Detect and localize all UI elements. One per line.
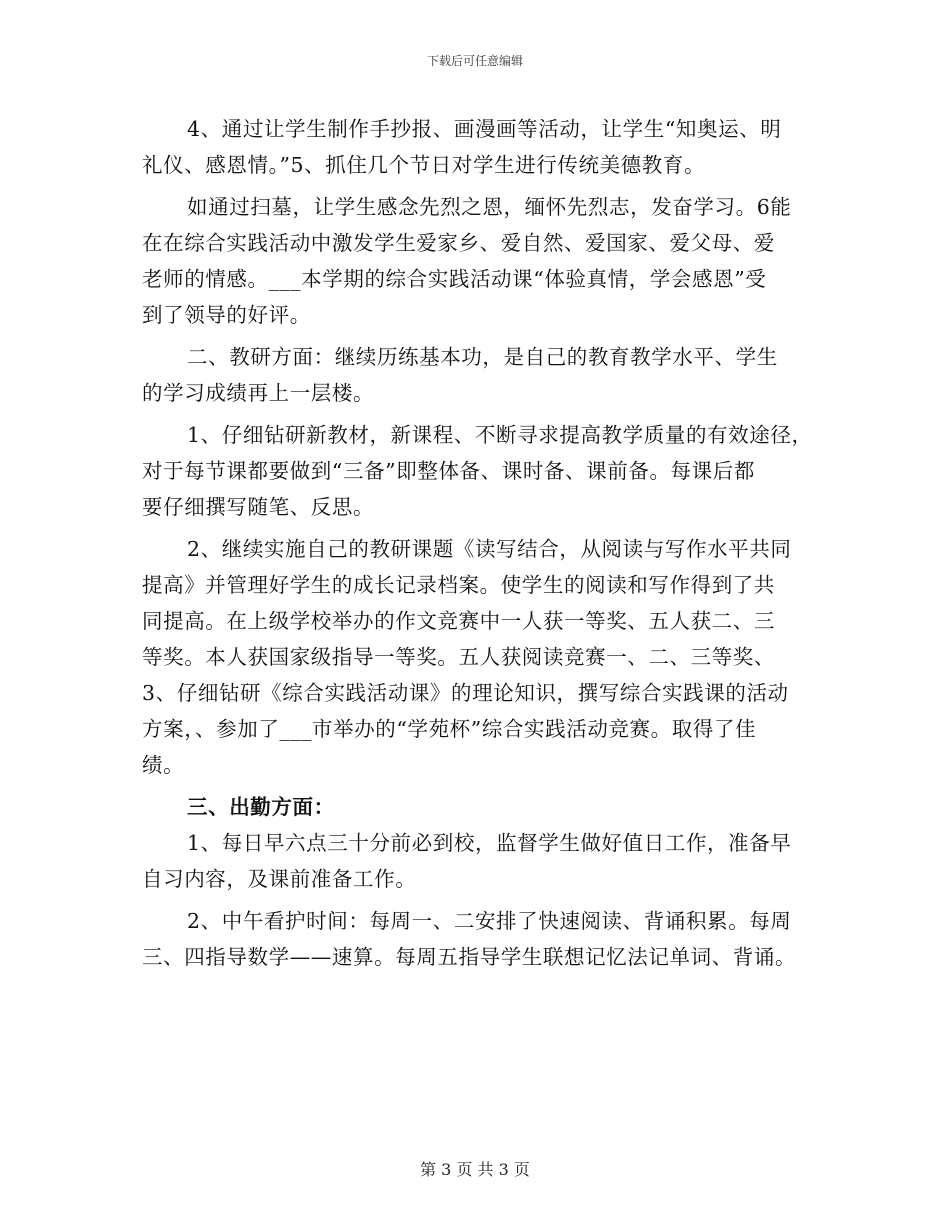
document-body	[142, 111, 812, 975]
text-line: 在在综合实践活动中激发学生爱家乡、爱自然、爱国家、爱父母、爱	[142, 231, 775, 255]
text-line: 绩。	[142, 753, 185, 777]
text-line: 如通过扫墓，让学生感念先烈之恩，缅怀先烈志，发奋学习。6能	[187, 195, 792, 219]
section-heading-research: 二、教研方面：继续历练基本功，是自己的教育教学水平、学生	[187, 345, 778, 369]
text-line: 老师的情感。___本学期的综合实践活动课“体验真情，学会感恩”受	[142, 267, 767, 291]
text-line: 同提高。在上级学校举办的作文竞赛中一人获一等奖、五人获二、三	[142, 609, 775, 633]
page-header: 下载后可任意编辑	[426, 54, 523, 68]
text-line: 3、仔细钻研《综合实践活动课》的理论知识，撰写综合实践课的活动	[142, 681, 789, 705]
text-line: 对于每节课都要做到“三备”即整体备、课时备、课前备。每课后都	[142, 459, 755, 483]
text-line: 三、四指导数学——速算。每周五指导学生联想记忆法记单词、背诵。	[142, 945, 797, 969]
text-line: 方案，、参加了___市举办的“学苑杯”综合实践活动竞赛。取得了佳	[142, 717, 757, 741]
text-line: 4、通过让学生制作手抄报、画漫画等活动，让学生“知奥运、明	[187, 117, 782, 141]
text-line: 2、继续实施自己的教研课题《读写结合，从阅读与写作水平共同	[187, 537, 792, 561]
text-line: 礼仪、感恩情。”5、抓住几个节日对学生进行传统美德教育。	[142, 153, 706, 177]
text-line: 等奖。本人获国家级指导一等奖。五人获阅读竞赛一、二、三等奖、	[142, 645, 775, 669]
text-line: 到了领导的好评。	[142, 303, 311, 327]
text-line: 1、每日早六点三十分前必到校，监督学生做好值日工作，准备早	[187, 831, 792, 855]
page-footer: 第 3 页 共 3 页	[420, 1160, 530, 1179]
text-line: 1、仔细钻研新教材，新课程、不断寻求提高教学质量的有效途径，	[187, 423, 813, 447]
text-line: 要仔细撰写随笔、反思。	[142, 495, 375, 519]
section-heading-attendance: 三、出勤方面：	[187, 795, 335, 819]
text-line: 自习内容，及课前准备工作。	[142, 867, 417, 891]
text-line: 的学习成绩再上一层楼。	[142, 381, 375, 405]
text-line: 提高》并管理好学生的成长记录档案。使学生的阅读和写作得到了共	[142, 573, 775, 597]
text-line: 2、中午看护时间：每周一、二安排了快速阅读、背诵积累。每周	[187, 909, 792, 933]
